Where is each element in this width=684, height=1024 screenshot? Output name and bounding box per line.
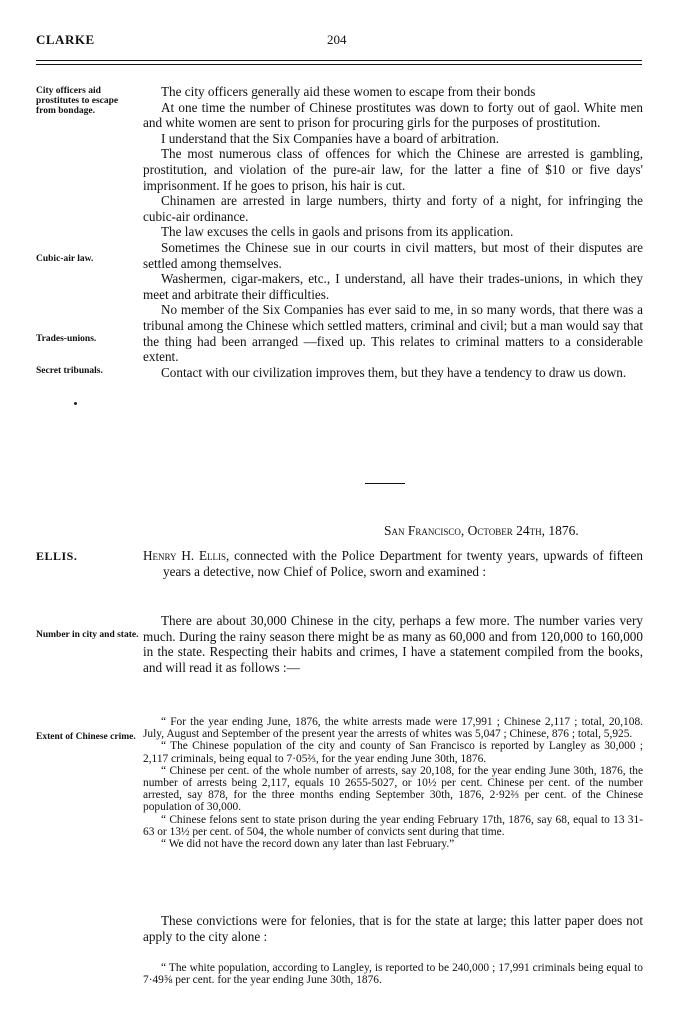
- paragraph: Chinamen are arrested in large numbers, thirty and forty of a night, for infringing the cubic-air ordinance.: [143, 193, 643, 224]
- margin-note-extent: Extent of Chinese crime.: [36, 732, 136, 742]
- running-header-name: CLARKE: [36, 32, 95, 47]
- witness-description: connected with the Police Department for twenty years, upwards of fifteen years a detective, now Chief of Police, sworn and examined :: [163, 548, 644, 579]
- dateline: San Francisco, October 24th, 1876.: [384, 523, 579, 538]
- quote-paragraph: “ The white population, according to Langley, is reported to be 240,000 ; 17,991 criminals being equal to 7·49⅝ per cent. for the year ending June 30th, 1876.: [143, 962, 643, 987]
- paragraph: At one time the number of Chinese prostitutes was down to forty out of gaol. White men and white women are sent to prison for procuring girls for the purposes of prostitution.: [143, 99, 643, 131]
- witness-name: Henry H. Ellis,: [143, 548, 230, 563]
- header-rule: [36, 64, 642, 65]
- ellis-final-quote: [143, 962, 643, 986]
- paragraph: The most numerous class of offences for which the Chinese are arrested is gambling, prostitution, and violation of the pure-air law, for the latter a fine of $10 or five days' imprisonment. If he goes to prison, his hair is cut.: [143, 146, 643, 193]
- margin-note-city-officers: City officers aid prostitutes to escape from bondage.: [36, 86, 119, 116]
- clarke-testimony: [143, 84, 643, 380]
- ellis-paragraph-1: [143, 613, 643, 675]
- paragraph: There are about 30,000 Chinese in the city, perhaps a few more. The number varies very much. During the rainy season there might be as many as 60,000 and from 120,000 to 160,000 in the state. Respecting their habits and crimes, I have a statement compiled from the books, and will read it as follows :—: [143, 613, 643, 675]
- paragraph: I understand that the Six Companies have a board of arbitration.: [161, 130, 500, 146]
- paragraph: These convictions were for felonies, that is for the state at large; this latter paper does not apply to the city alone :: [143, 913, 643, 944]
- witness-intro: [143, 548, 643, 579]
- paragraph: No member of the Six Companies has ever said to me, in so many words, that there was a tribunal among the Chinese which settled matters, criminal and civil; but a man would say that the thing had been arranged —fixed up. This relates to criminal matters to a considerable extent.: [143, 302, 643, 365]
- margin-dot: [74, 402, 77, 405]
- margin-note-trades-unions: Trades-unions.: [36, 334, 97, 344]
- quote-paragraph: “ For the year ending June, 1876, the white arrests made were 17,991 ; Chinese 2,117 ; total, 20,108. July, August and September of the present year the arrests of whites was 5,047 ; Chinese, 876 ; total, 5,925.: [143, 716, 643, 741]
- paragraph: Contact with our civilization improves them, but they have a tendency to draw us down.: [161, 364, 627, 380]
- ellis-paragraph-2: [143, 913, 643, 944]
- page-number: 204: [327, 32, 347, 47]
- margin-note-number: Number in city and state.: [36, 630, 139, 640]
- ellis-statement: [143, 716, 643, 850]
- section-separator: [365, 483, 405, 484]
- quote-paragraph: “ We did not have the record down any later than last February.”: [161, 838, 455, 851]
- quote-paragraph: “ The Chinese population of the city and county of San Francisco is reported by Langley as 30,000 ; 2,117 criminals, being equal to 7·05⅔, for the year ending June 30th, 1876.: [143, 740, 643, 765]
- header-rule: [36, 60, 642, 61]
- paragraph: Sometimes the Chinese sue in our courts in civil matters, but most of their disputes are settled among themselves.: [143, 239, 643, 271]
- margin-note-cubic-air: Cubic-air law.: [36, 254, 94, 264]
- quote-paragraph: “ Chinese felons sent to state prison during the year ending February 17th, 1876, say 68, equal to 13 31-63 or 13½ per cent. of 504, the whole number of convicts sent during that time.: [143, 813, 643, 838]
- paragraph: The law excuses the cells in gaols and prisons from its application.: [161, 224, 514, 240]
- paragraph: The city officers generally aid these women to escape from their bonds: [161, 84, 536, 99]
- quote-paragraph: “ Chinese per cent. of the whole number of arrests, say 20,108, for the year ending June 30th, 1876, the number of arrests being 2,117, equals 10 2655-5027, or 10½ per cent. Chinese per cent. of the number arrested, say 878, for the three months ending September 30th, 1876, 2·92⅔ per cent. of the Chinese population of 30,000.: [143, 764, 643, 814]
- margin-note-secret-tribunals: Secret tribunals.: [36, 366, 103, 376]
- speaker-label: ELLIS.: [36, 549, 78, 563]
- paragraph: Washermen, cigar-makers, etc., I understand, all have their trades-unions, in which they meet and arbitrate their difficulties.: [143, 271, 643, 302]
